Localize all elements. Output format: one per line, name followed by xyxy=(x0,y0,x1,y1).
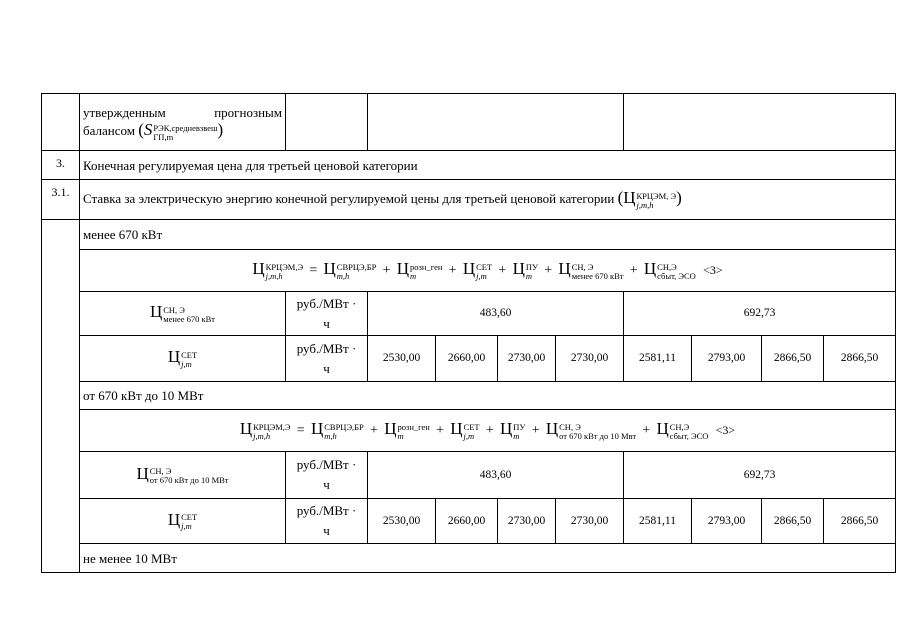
term-sup: СЕТ xyxy=(463,421,480,432)
empty-cell xyxy=(42,292,80,336)
table-row xyxy=(42,336,896,382)
unit-cell xyxy=(286,336,368,382)
table-row xyxy=(42,292,896,336)
formula-term: Ц xyxy=(310,419,324,439)
plus-sign: + xyxy=(436,423,444,439)
value-cell: 2730,00 xyxy=(498,336,556,382)
table-row xyxy=(42,382,896,410)
row-number: 3.1. xyxy=(42,180,80,220)
term-sup: розн_ген xyxy=(410,261,443,272)
table-row xyxy=(42,544,896,573)
value-cell: 483,60 xyxy=(368,452,624,499)
term-sup: ПУ xyxy=(513,421,526,432)
equals-sign: = xyxy=(309,263,318,279)
formula-term: Ц xyxy=(643,259,657,279)
unit-line2: ч xyxy=(323,315,330,331)
term-sub: сбыт, ЭСО xyxy=(669,430,709,441)
value-cell: 2660,00 xyxy=(436,336,498,382)
value-cell: 2793,00 xyxy=(692,336,762,382)
table-row xyxy=(42,410,896,452)
formula-term: Ц xyxy=(462,259,476,279)
unit-cell xyxy=(286,452,368,499)
plus-sign: + xyxy=(629,263,638,279)
term-sup: СВРЦЭ,БР xyxy=(324,421,364,432)
term-sub: менее 670 кВт xyxy=(571,270,624,281)
formula-2 xyxy=(80,410,896,452)
term-sup: СН,Э xyxy=(657,261,677,272)
category-label: менее 670 кВт xyxy=(80,220,896,250)
sym-sup: СЕТ xyxy=(181,349,198,360)
term-sub: j,m xyxy=(463,430,475,441)
term-sup: КРЦЭМ,Э xyxy=(265,261,304,272)
unit-line1: руб./МВт · xyxy=(296,295,357,311)
empty-cell xyxy=(42,250,80,292)
formula-term: Ц xyxy=(558,259,571,279)
term-sub: m xyxy=(397,430,404,441)
plus-sign: + xyxy=(544,263,553,279)
value-cell: 2581,11 xyxy=(624,499,692,544)
table-row xyxy=(42,452,896,499)
unit-line1: руб./МВт · xyxy=(296,503,357,518)
value-cell: 2866,50 xyxy=(762,499,824,544)
price-symbol: Ц xyxy=(167,347,181,367)
value-cell: 2730,00 xyxy=(498,499,556,544)
forecast-balance-line2: балансом (S РЭК,средневзвеш ГП,m ) xyxy=(83,120,224,142)
term-sub: m,h xyxy=(324,430,337,441)
empty-cell xyxy=(624,94,896,151)
value-cell: 2660,00 xyxy=(436,499,498,544)
term-sup: КРЦЭМ,Э xyxy=(253,421,291,432)
symbol-cell xyxy=(80,452,286,499)
sym-sub: j,m,h xyxy=(636,199,654,210)
table-row xyxy=(42,220,896,250)
formula-term: Ц xyxy=(239,419,253,439)
equals-sign: = xyxy=(296,423,305,439)
empty-cell xyxy=(286,94,368,151)
rate-symbol: S xyxy=(143,120,153,140)
sym-sup: СН, Э xyxy=(163,304,185,315)
value-cell: 2866,50 xyxy=(762,336,824,382)
term-sup: СН, Э xyxy=(559,421,581,432)
formula-term: Ц xyxy=(323,259,336,279)
value-cell: 2793,00 xyxy=(692,499,762,544)
formula-term: Ц xyxy=(450,419,463,439)
symbol-cell xyxy=(80,292,286,336)
term-sup: СН,Э xyxy=(669,421,690,432)
table-row xyxy=(42,180,896,220)
plus-sign: + xyxy=(448,263,457,279)
empty-cell xyxy=(42,452,80,499)
row-number-cell xyxy=(42,94,80,151)
rate-description-text: Ставка за электрическую энергию конечной регулируемой цены для третьей ценовой категории xyxy=(83,191,615,207)
sym-sub: j,m xyxy=(181,521,192,531)
term-sub: сбыт, ЭСО xyxy=(657,270,696,281)
sym-sup: СЕТ xyxy=(181,512,198,522)
formula-1 xyxy=(80,250,896,292)
value-cell: 2730,00 xyxy=(556,499,624,544)
term-sub: m xyxy=(525,270,532,281)
term-sup: СН, Э xyxy=(571,261,594,272)
unit-cell xyxy=(286,292,368,336)
empty-cell xyxy=(42,336,80,382)
unit-line1: руб./МВт · xyxy=(296,340,357,356)
rate-description: Ставка за электрическую энергию конечной регулируемой цены для третьей ценовой категории (Ц КРЦЭМ, Э j,m,h ) xyxy=(80,180,896,220)
unit-cell xyxy=(286,499,368,544)
plus-sign: + xyxy=(531,423,540,439)
table-row xyxy=(42,94,896,151)
formula-term: Ц xyxy=(656,419,669,439)
empty-cell xyxy=(42,382,80,410)
forecast-balance-line1: утвержденным прогнозным xyxy=(83,105,282,121)
unit-line1: руб./МВт · xyxy=(296,457,357,472)
sym-sub: j,m xyxy=(181,358,192,369)
formula-term: Ц xyxy=(396,259,410,279)
rate-sub: ГП,m xyxy=(153,131,174,142)
plus-sign: + xyxy=(370,423,378,439)
term-sup: СЕТ xyxy=(476,261,493,272)
empty-cell xyxy=(368,94,624,151)
symbol-cell xyxy=(80,336,286,382)
unit-line2: ч xyxy=(323,360,330,376)
formula-term: Ц xyxy=(545,419,559,439)
empty-cell xyxy=(42,499,80,544)
section-title: Конечная регулируемая цена для третьей ценовой категории xyxy=(80,151,896,180)
formula-term: Ц xyxy=(252,259,265,279)
plus-sign: + xyxy=(382,263,391,279)
term-sub: от 670 кВт до 10 Мвт xyxy=(559,430,637,441)
term-sup: ПУ xyxy=(525,261,539,272)
plus-sign: + xyxy=(498,263,507,279)
plus-sign: + xyxy=(485,423,494,439)
table-row xyxy=(42,499,896,544)
value-cell: 2866,50 xyxy=(824,336,896,382)
value-cell: 692,73 xyxy=(624,292,896,336)
term-sub: m xyxy=(513,430,520,441)
sym-sub: от 670 кВт до 10 МВт xyxy=(149,475,229,485)
sym-sup: СН, Э xyxy=(149,466,172,476)
term-sup: розн_ген xyxy=(397,421,430,432)
empty-cell xyxy=(42,220,80,250)
plus-sign: + xyxy=(642,423,651,439)
unit-line2: ч xyxy=(323,477,330,492)
price-symbol: Ц xyxy=(167,509,181,529)
symbol-cell xyxy=(80,499,286,544)
term-sub: j,m,h xyxy=(253,430,271,441)
footnote-ref: <3> xyxy=(703,263,723,278)
formula-term: Ц xyxy=(384,419,397,439)
value-cell: 692,73 xyxy=(624,452,896,499)
value-cell: 2581,11 xyxy=(624,336,692,382)
tariff-table xyxy=(41,93,896,573)
price-symbol: Ц xyxy=(149,302,163,322)
forecast-balance-cell xyxy=(80,94,286,151)
term-sup: СВРЦЭ,БР xyxy=(336,261,377,272)
row-number: 3. xyxy=(42,151,80,180)
rate-sup: РЭК,средневзвеш xyxy=(153,122,218,133)
value-cell: 2866,50 xyxy=(824,499,896,544)
term-sub: j,m xyxy=(476,270,487,281)
value-cell: 2530,00 xyxy=(368,336,436,382)
term-sub: m xyxy=(410,270,417,281)
value-cell: 2730,00 xyxy=(556,336,624,382)
forecast-balance-label: балансом xyxy=(83,123,135,139)
term-sub: j,m,h xyxy=(265,270,283,281)
price-symbol: Ц xyxy=(136,463,149,483)
term-sub: m,h xyxy=(336,270,350,281)
value-cell: 2530,00 xyxy=(368,499,436,544)
table-row xyxy=(42,151,896,180)
category-label: не менее 10 МВт xyxy=(80,544,896,573)
empty-cell xyxy=(42,410,80,452)
formula-term: Ц xyxy=(512,259,525,279)
value-cell: 483,60 xyxy=(368,292,624,336)
sym-sup: КРЦЭМ, Э xyxy=(636,190,677,201)
formula-term: Ц xyxy=(500,419,513,439)
empty-cell xyxy=(42,544,80,573)
category-label: от 670 кВт до 10 МВт xyxy=(80,382,896,410)
unit-line2: ч xyxy=(323,523,330,538)
sym-sub: менее 670 кВт xyxy=(163,313,216,324)
price-symbol: Ц xyxy=(623,188,636,208)
footnote-ref: <3> xyxy=(715,423,736,438)
table-row xyxy=(42,250,896,292)
